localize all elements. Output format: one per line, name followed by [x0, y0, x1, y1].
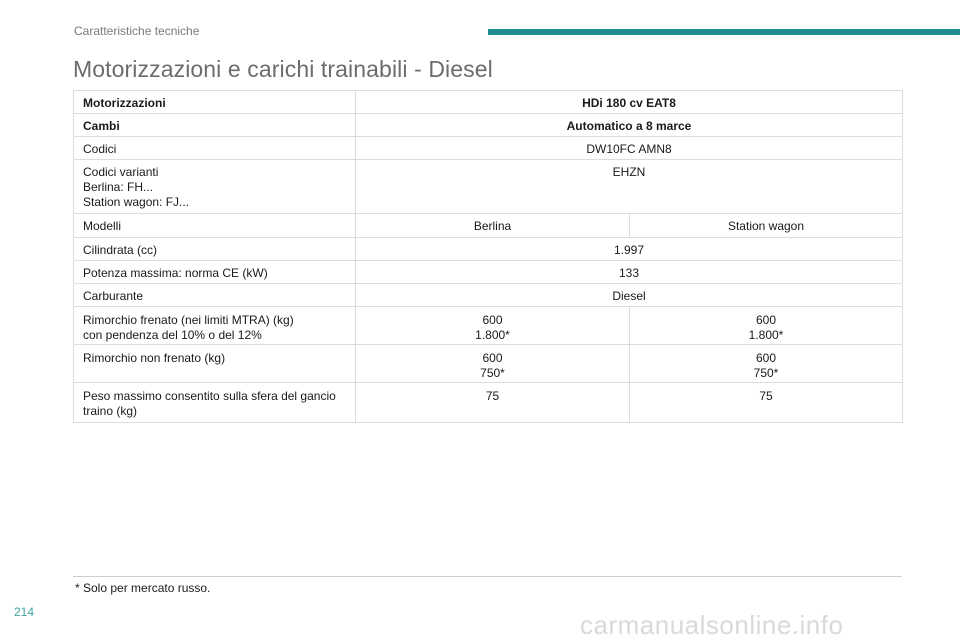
row-label-cilindrata: Cilindrata (cc) — [74, 238, 356, 261]
label-line: Rimorchio frenato (nei limiti MTRA) (kg) — [83, 313, 294, 327]
value-line: 600 — [755, 351, 777, 365]
table-row — [74, 284, 903, 307]
row-label-modelli: Modelli — [74, 214, 356, 238]
table-row — [74, 214, 903, 238]
row-label-codici-varianti — [74, 160, 356, 214]
value-line: 750* — [480, 366, 505, 380]
column-header-station-wagon: Station wagon — [630, 214, 903, 238]
label-line: con pendenza del 10% o del 12% — [83, 328, 262, 342]
table-row — [74, 137, 903, 160]
spec-table — [73, 90, 903, 423]
row-label-carburante: Carburante — [74, 284, 356, 307]
footnote: * Solo per mercato russo. — [75, 581, 211, 595]
table-row — [74, 91, 903, 114]
value-codici: DW10FC AMN8 — [356, 137, 903, 160]
value-peso-sfera-station-wagon: 75 — [630, 383, 903, 423]
value-line: 1.800* — [748, 328, 784, 342]
value-cilindrata: 1.997 — [356, 238, 903, 261]
watermark: carmanualsonline.info — [580, 610, 844, 640]
table-row — [74, 383, 903, 423]
row-label-peso-sfera — [74, 383, 356, 423]
row-label-rimorchio-non-frenato: Rimorchio non frenato (kg) — [74, 345, 356, 383]
footnote-divider — [73, 576, 902, 577]
value-line: 600 — [482, 313, 503, 327]
label-line: Codici varianti — [83, 165, 159, 179]
value-line: 600 — [755, 313, 777, 327]
row-label-motorizzazioni: Motorizzazioni — [74, 91, 356, 114]
table-row — [74, 160, 903, 214]
value-motorizzazione: HDi 180 cv EAT8 — [356, 91, 903, 114]
value-line: 600 — [482, 351, 503, 365]
value-rimorchio-frenato-station-wagon — [630, 307, 903, 345]
table-row — [74, 345, 903, 383]
label-line: Station wagon: FJ... — [83, 195, 190, 209]
value-carburante: Diesel — [356, 284, 903, 307]
value-potenza: 133 — [356, 261, 903, 284]
row-label-cambi: Cambi — [74, 114, 356, 137]
row-label-potenza: Potenza massima: norma CE (kW) — [74, 261, 356, 284]
label-line: Berlina: FH... — [83, 180, 154, 194]
label-line: traino (kg) — [83, 404, 138, 418]
table-row — [74, 261, 903, 284]
value-line: 750* — [753, 366, 779, 380]
page-title: Motorizzazioni e carichi trainabili - Diesel — [73, 56, 493, 82]
value-rimorchio-frenato-berlina — [356, 307, 630, 345]
page-number: 214 — [14, 605, 35, 619]
value-rimorchio-non-frenato-station-wagon — [630, 345, 903, 383]
table-row — [74, 114, 903, 137]
table-row — [74, 238, 903, 261]
value-cambio: Automatico a 8 marce — [356, 114, 903, 137]
value-line: 1.800* — [475, 328, 510, 342]
value-peso-sfera-berlina: 75 — [356, 383, 630, 423]
header-accent-bar — [488, 29, 960, 35]
column-header-berlina: Berlina — [356, 214, 630, 238]
row-label-rimorchio-frenato — [74, 307, 356, 345]
label-line: Peso massimo consentito sulla sfera del gancio — [83, 389, 336, 403]
row-label-codici: Codici — [74, 137, 356, 160]
table-row — [74, 307, 903, 345]
value-rimorchio-non-frenato-berlina — [356, 345, 630, 383]
value-codici-varianti: EHZN — [356, 160, 903, 214]
section-label: Caratteristiche tecniche — [74, 24, 200, 38]
